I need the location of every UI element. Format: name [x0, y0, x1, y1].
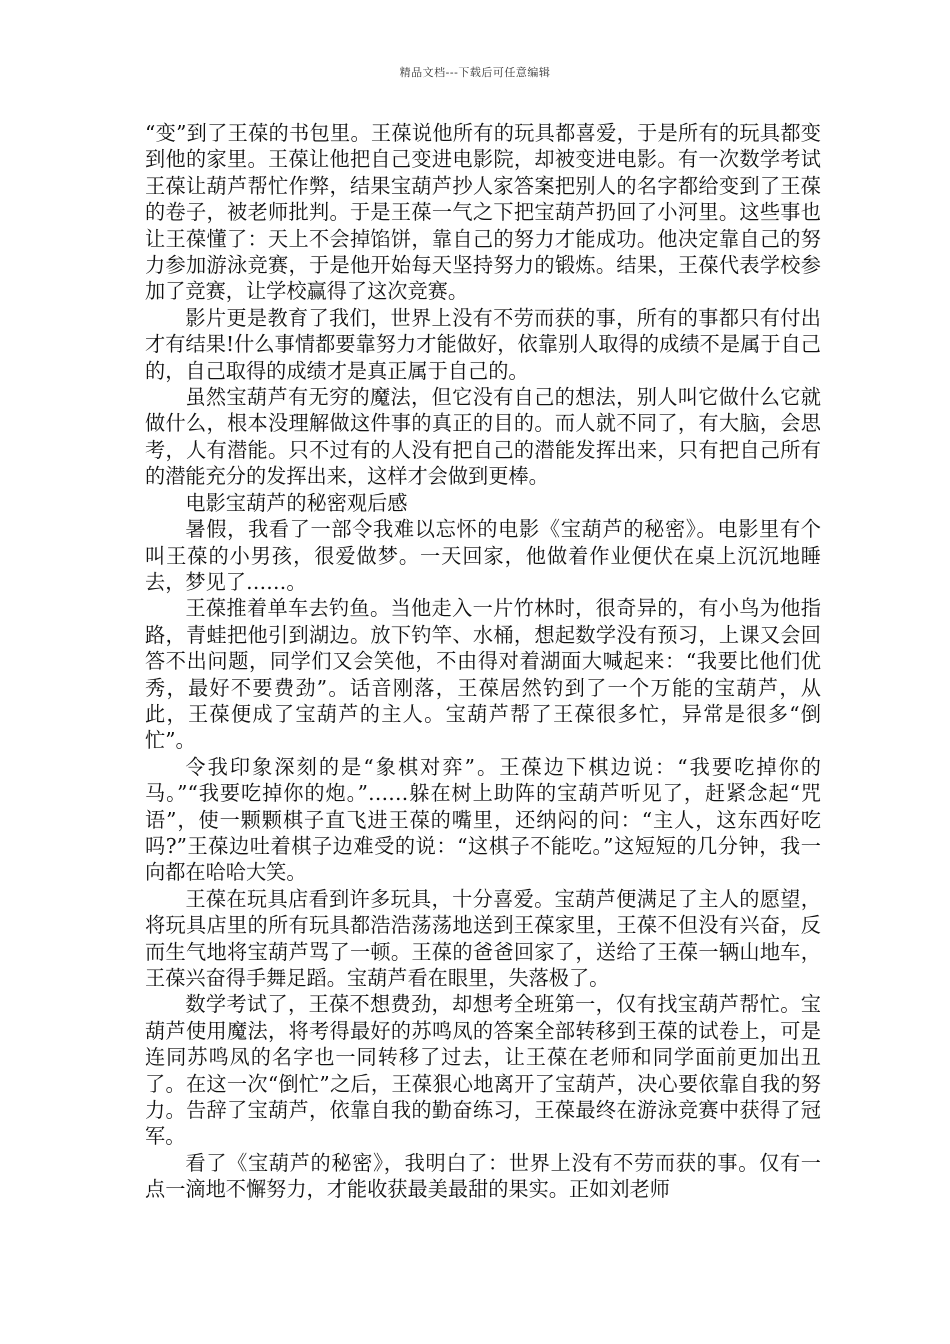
document-body [145, 120, 821, 1203]
paragraph-intro: 暑假，我看了一部令我难以忘怀的电影《宝葫芦的秘密》。电影里有个叫王葆的小男孩，很爱做梦。一天回家，他做着作业便伏在桌上沉沉地睡去，梦见了……。 [145, 517, 821, 594]
paragraph-conclusion: 看了《宝葫芦的秘密》，我明白了：世界上没有不劳而获的事。仅有一点一滴地不懈努力，才能收获最美最甜的果实。正如刘老师 [145, 1150, 821, 1202]
paragraph-fishing: 王葆推着单车去钓鱼。当他走入一片竹林时，很奇异的，有小鸟为他指路，青蛙把他引到湖边。放下钓竿、水桶，想起数学没有预习，上课又会回答不出问题，同学们又会笑他，不由得对着湖面大喊起来：“我要比他们优秀，最好不要费劲”。话音刚落，王葆居然钓到了一个万能的宝葫芦，从此，王葆便成了宝葫芦的主人。宝葫芦帮了王葆很多忙，异常是很多“倒忙”。 [145, 596, 821, 753]
paragraph-exam: 数学考试了，王葆不想费劲，却想考全班第一，仅有找宝葫芦帮忙。宝葫芦使用魔法，将考得最好的苏鸣凤的答案全部转移到王葆的试卷上，可是连同苏鸣凤的名字也一同转移了过去，让王葆在老师和同学面前更加出丑了。在这一次“倒忙”之后，王葆狠心地离开了宝葫芦，决心要依靠自我的努力。告辞了宝葫芦，依靠自我的勤奋练习，王葆最终在游泳竞赛中获得了冠军。 [145, 992, 821, 1149]
paragraph-lesson: 影片更是教育了我们，世界上没有不劳而获的事，所有的事都只有付出才有结果!什么事情都要靠努力才能做好，依靠别人取得的成绩不是属于自己的，自己取得的成绩才是真正属于自己的。 [145, 305, 821, 383]
page-header: 精品文档---下载后可任意编辑 [399, 66, 551, 79]
paragraph-continuation: “变”到了王葆的书包里。王葆说他所有的玩具都喜爱，于是所有的玩具都变到他的家里。王葆让他把自己变进电影院，却被变进电影。有一次数学考试王葆让葫芦帮忙作弊，结果宝葫芦抄人家答案把别人的名字都给变到了王葆的卷子，被老师批判。于是王葆一气之下把宝葫芦扔回了小河里。这些事也让王葆懂了：天上不会掉馅饼，靠自己的努力才能成功。他决定靠自己的努力参加游泳竞赛，于是他开始每天坚持努力的锻炼。结果，王葆代表学校参加了竞赛，让学校赢得了这次竞赛。 [145, 121, 821, 304]
paragraph-toys: 王葆在玩具店看到许多玩具，十分喜爱。宝葫芦便满足了主人的愿望，将玩具店里的所有玩具都浩浩荡荡地送到王葆家里，王葆不但没有兴奋，反而生气地将宝葫芦骂了一顿。王葆的爸爸回家了，送给了王葆一辆山地车，王葆兴奋得手舞足蹈。宝葫芦看在眼里，失落极了。 [145, 886, 821, 990]
section-title: 电影宝葫芦的秘密观后感 [185, 490, 408, 515]
paragraph-potential: 虽然宝葫芦有无穷的魔法，但它没有自己的想法，别人叫它做什么它就做什么，根本没理解做这件事的真正的目的。而人就不同了，有大脑，会思考，人有潜能。只不过有的人没有把自己的潜能发挥出来，只有把自己所有的潜能充分的发挥出来，这样才会做到更棒。 [145, 385, 821, 489]
paragraph-chess: 令我印象深刻的是“象棋对弈”。王葆边下棋边说：“我要吃掉你的马。”“我要吃掉你的炮。”……躲在树上助阵的宝葫芦听见了，赶紧念起“咒语”，使一颗颗棋子直飞进王葆的嘴里，还纳闷的问：“主人，这东西好吃吗?”王葆边吐着棋子边难受的说：“这棋子不能吃。”这短短的几分钟，我一向都在哈哈大笑。 [145, 754, 821, 885]
